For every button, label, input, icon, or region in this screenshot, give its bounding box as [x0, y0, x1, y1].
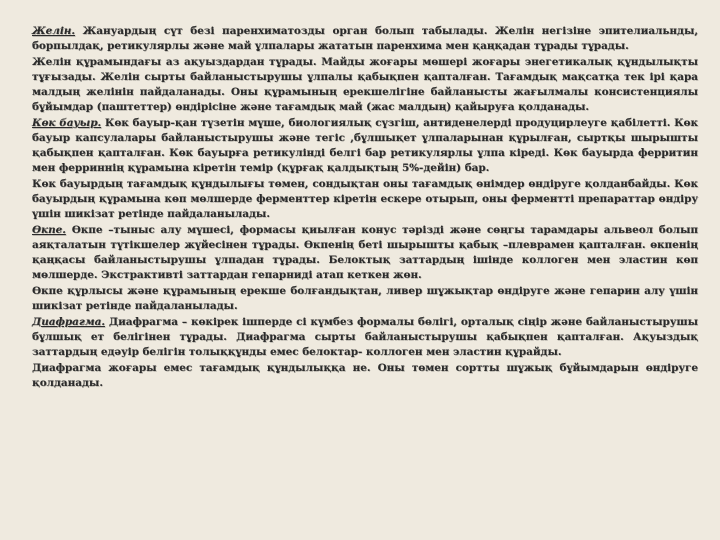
- paragraph: [32, 116, 698, 176]
- section-lead: Желін.: [32, 25, 75, 37]
- paragraph-text: Өкпе құрлысы және құрамының ерекше болғандықтан, ливер шұжықтар өндіруге және гепарин алу үшін шикізат ретінде пайдаланылады.: [32, 285, 698, 312]
- paragraph: [32, 315, 698, 360]
- paragraph: [32, 361, 698, 391]
- paragraph: [32, 223, 698, 283]
- section-lead: Өкпе.: [32, 224, 66, 236]
- paragraph-text: Көк бауыр-қан түзетін мүше, биологиялық сүзгіш, антиденелерді продуцирлеуге қабілетті. Көк бауыр капсулалары байланыстырушы және тегіс ,бұлшықет ұлпаларынан құрылған, сыртқы шырышты қабықпен қапталған. Көк бауырға ретикулінді белгі бар ретикулярлы ұлпа кіреді. Көк бауырда ферритин мен ферриннің құрамына кіретін темір (құрғақ қалдықтың 5%-дейін) бар.: [32, 117, 698, 174]
- paragraph-text: Желін құрамындағы аз ақуыздардан тұрады. Майды жоғары мөшері жоғары энегетикалық құндылықты тұғызады. Желін сырты байланыстырушы ұлпалы қабықпен қапталған. Тағамдық мақсатқа тек ірі қара малдың желінін пайдаланады. Оны құрамының ерекшелігіне байланысты жағылмалы консистенциялы бұйымдар (паштеттер) өндірісіне және тағамдық май (жас малдың) қайыруға қолданады.: [32, 56, 698, 113]
- paragraph: [32, 24, 698, 54]
- section-lead: Диафрагма.: [32, 316, 105, 328]
- paragraph: [32, 284, 698, 314]
- document-body: [32, 24, 698, 392]
- paragraph-text: Диафрагма жоғары емес тағамдық құндылыққа не. Оны төмен сортты шұжық бұйымдарын өндіруге қолданады.: [32, 362, 698, 389]
- paragraph-text: Жануардың сүт безі паренхиматозды орган болып табылады. Желін негізіне эпителиальнды, борпылдақ, ретикулярлы және май ұлпалары жататын паренхима мен қаңқадан тұрады тұрады.: [32, 25, 698, 52]
- paragraph-text: Көк бауырдың тағамдық құндылығы төмен, сондықтан оны тағамдық өнімдер өндіруге қолданбайды. Көк бауырдың құрамына көп мөлшерде ферменттер кіретін ескере отырып, оны ферментті препараттар өндіру үшін шикізат ретінде пайдаланылады.: [32, 178, 698, 220]
- paragraph-text: Өкпе –тыныс алу мүшесі, формасы қиылған конус тәрізді және сөңгы тарамдары альвеол болып аяқталатын түтікшелер жүйесінен тұрады. Өкпенің беті шырышты қабық –плеврамен қапталған. өкпенің қаңқасы байланыстырушы ұлпадан тұрады. Белоктық заттардың ішінде коллоген мен эластин көп мөлшерде. Экстрактивті заттардан гепарниді атап кеткен жөн.: [32, 224, 698, 281]
- paragraph-text: Диафрагма – көкірек ішперде сі күмбез формалы бөлігі, орталық сіңір және байланыстырушы бұлшық ет белігінен тұрады. Диафрагма сырты байланыстырушы қабықпен қапталған. Ақуыздық заттардың едәуір белігін толыққұнды емес белоктар- коллоген мен эластин құрайды.: [32, 316, 698, 358]
- paragraph: [32, 55, 698, 115]
- paragraph: [32, 177, 698, 222]
- section-lead: Көк бауыр.: [32, 117, 102, 129]
